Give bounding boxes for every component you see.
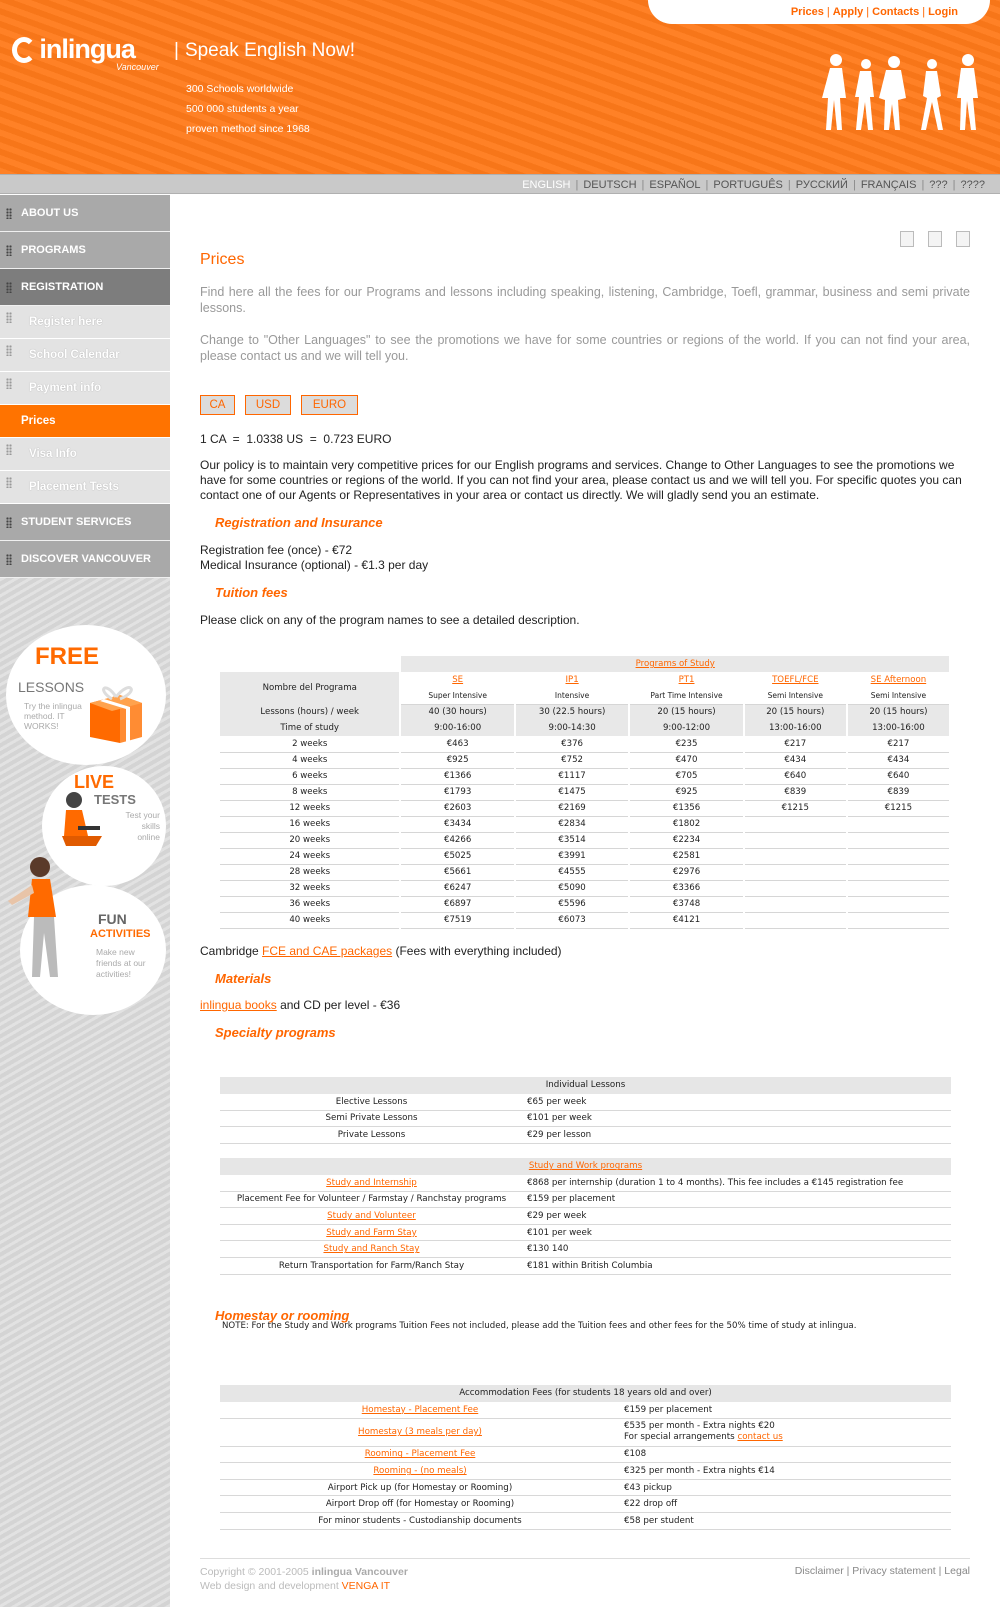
weeks-cell: 40 weeks [220, 912, 400, 928]
materials-price: and CD per level - €36 [280, 998, 401, 1012]
price-cell: €7519 [400, 912, 514, 928]
fee-item-name: Airport Pick up (for Homestay or Rooming) [327, 1482, 513, 1493]
price-cell: €1793 [400, 784, 514, 800]
price-cell: €705 [629, 768, 743, 784]
language-bar: ENGLISH | DEUTSCH | ESPAÑOL | PORTUGUÊS | РУССКИЙ | FRANÇAIS | ??? | ???? [0, 174, 1000, 194]
nav-payment-info[interactable] [0, 372, 170, 405]
tuition-row [220, 768, 950, 784]
grip-icon [6, 345, 12, 356]
fee-price: €868 per internship (duration 1 to 4 months). This fee includes a €145 registration fee [527, 1177, 904, 1188]
price-cell: €839 [847, 784, 950, 800]
slogan-text: Speak English Now! [184, 40, 355, 61]
nav-placement-tests[interactable] [0, 471, 170, 504]
tuition-row [220, 896, 950, 912]
nav-visa-info-label: Visa Info [29, 448, 77, 460]
price-cell: €217 [847, 736, 950, 752]
tuition-row [220, 832, 950, 848]
tuition-row [220, 784, 950, 800]
price-cell: €463 [400, 736, 514, 752]
nav-about-us[interactable] [0, 195, 170, 232]
nav-student-services[interactable] [0, 504, 170, 541]
price-cell: €470 [629, 752, 743, 768]
price-cell: €3434 [400, 816, 514, 832]
promo-free-sub: LESSONS [18, 679, 85, 695]
fee-row [220, 1446, 951, 1463]
nav-school-calendar[interactable] [0, 339, 170, 372]
fee-price: €29 per lesson [527, 1130, 592, 1141]
slogan: | Speak English Now! [174, 40, 355, 61]
tuition-instructions: Please click on any of the program names to see a detailed description. [200, 613, 580, 627]
price-cell [744, 864, 847, 880]
fee-row [220, 1110, 951, 1127]
cambridge-prefix: Cambridge [200, 944, 259, 958]
logo-mark-icon [12, 37, 36, 63]
fee-price: €29 per week [527, 1211, 587, 1222]
fee-item-link[interactable]: Study and Volunteer [327, 1211, 416, 1222]
program-link-pt1[interactable]: PT1 [678, 675, 695, 685]
price-cell: €3514 [515, 832, 629, 848]
currency-euro-button[interactable]: EURO [301, 395, 358, 415]
accommodation-table [220, 1385, 951, 1530]
medical-insurance: Medical Insurance (optional) - €1.3 per day [200, 558, 429, 572]
lang-english[interactable]: ENGLISH [522, 179, 571, 191]
weeks-cell: 20 weeks [220, 832, 400, 848]
price-cell: €1215 [744, 800, 847, 816]
fee-row [220, 1224, 951, 1241]
weeks-cell: 16 weeks [220, 816, 400, 832]
nav-register-here[interactable] [0, 306, 170, 339]
nav-programs-label: PROGRAMS [21, 244, 86, 256]
currency-usd-button[interactable]: USD [245, 395, 291, 415]
time-value: 9:00-14:30 [515, 720, 629, 736]
promo-free-lessons[interactable] [6, 625, 166, 765]
fee-item-name: Placement Fee for Volunteer / Farmstay / Ranchstay programs [236, 1194, 507, 1205]
registration-fee: Registration fee (once) - €72 [200, 543, 353, 557]
price-cell: €5025 [400, 848, 514, 864]
accommodation-header: Accommodation Fees (for students 18 years old and over) [220, 1385, 951, 1402]
nav-programs[interactable] [0, 232, 170, 269]
price-cell [847, 816, 950, 832]
nav-registration[interactable] [0, 269, 170, 306]
price-cell: €1356 [629, 800, 743, 816]
fee-item-name: Elective Lessons [335, 1096, 408, 1107]
program-type: Part Time Intensive [629, 688, 743, 704]
tuition-table [220, 656, 951, 929]
lang-other-2[interactable]: ???? [960, 179, 985, 191]
sidebar [0, 195, 170, 1607]
price-cell: €1215 [847, 800, 950, 816]
registration-heading: Registration and Insurance [215, 515, 383, 530]
grip-icon [6, 245, 12, 256]
weeks-cell: 2 weeks [220, 736, 400, 752]
top-link-apply[interactable]: Apply [832, 6, 864, 18]
fee-row [220, 1402, 951, 1419]
lessons-value: 20 (15 hours) [629, 704, 743, 720]
price-cell: €434 [744, 752, 847, 768]
top-link-prices[interactable]: Prices [790, 6, 824, 18]
currency-ca-button[interactable]: CA [200, 395, 235, 415]
tuition-heading: Tuition fees [215, 585, 288, 600]
weeks-cell: 32 weeks [220, 880, 400, 896]
study-work-table [220, 1158, 951, 1275]
program-link-se[interactable]: SE [452, 675, 464, 685]
grip-icon [6, 554, 12, 565]
time-value: 13:00-16:00 [847, 720, 950, 736]
promo-live-title: LIVE [74, 772, 115, 792]
lessons-value: 20 (15 hours) [744, 704, 847, 720]
legal-links: Disclaimer | Privacy statement | Legal [794, 1565, 970, 1577]
fee-row [220, 1191, 951, 1208]
time-value: 13:00-16:00 [744, 720, 847, 736]
top-link-contacts[interactable]: Contacts [872, 6, 920, 18]
price-cell: €5090 [515, 880, 629, 896]
fee-item-link[interactable]: Study and Internship [326, 1177, 417, 1188]
price-cell: €2834 [515, 816, 629, 832]
fee-extra-text: For special arrangements [624, 1432, 735, 1443]
price-cell: €4555 [515, 864, 629, 880]
fee-price: €108 [624, 1449, 647, 1460]
fee-item-link[interactable]: Rooming - (no meals) [373, 1466, 467, 1477]
nav-discover-vancouver[interactable] [0, 541, 170, 578]
fee-price: €43 pickup [624, 1482, 672, 1493]
pricing-policy: Our policy is to maintain very competitive prices for our English programs and services. Change to Other Languages to see the promotions we have for some countries or regions of the world. If you can not find your area, please contact us and we will tell you. For specific quotes you can contact one of our Agents or Representatives in your area or contact us directly. We will gladly send you an estimate. [200, 458, 962, 502]
fee-item-link[interactable]: Rooming - Placement Fee [364, 1449, 476, 1460]
grip-icon [6, 208, 12, 219]
fee-price: €65 per week [527, 1096, 587, 1107]
fee-price: €58 per student [624, 1515, 694, 1526]
fee-row [220, 1241, 951, 1258]
fee-item-name: Semi Private Lessons [325, 1113, 418, 1124]
fee-row [220, 1175, 951, 1192]
price-cell: €2234 [629, 832, 743, 848]
individual-lessons-table [220, 1077, 951, 1144]
cambridge-line [200, 944, 562, 959]
price-cell [847, 880, 950, 896]
lang-francais[interactable]: FRANÇAIS [860, 179, 917, 191]
price-cell: €6897 [400, 896, 514, 912]
nav-about-us-label: ABOUT US [21, 207, 79, 219]
grip-icon [6, 517, 12, 528]
price-cell: €376 [515, 736, 629, 752]
fee-price: €181 within British Columbia [527, 1260, 653, 1271]
inlingua-books-link[interactable]: inlingua books [200, 998, 277, 1012]
study-work-note: NOTE: For the Study and Work programs Tuition Fees not included, please add the Tuition fees and other fees for the 50% time of study at inlingua. [222, 1321, 857, 1331]
promo-free-text: Try the inlingua method. IT WORKS! [24, 701, 82, 731]
cambridge-suffix: (Fees with everything included) [395, 944, 562, 958]
fee-price: €101 per week [527, 1113, 592, 1124]
design-prefix: Web design and development [200, 1580, 339, 1592]
tuition-row [220, 752, 950, 768]
nav-register-here-label: Register here [29, 316, 103, 328]
price-cell [744, 832, 847, 848]
weeks-cell: 24 weeks [220, 848, 400, 864]
fee-row [220, 1496, 951, 1513]
time-label: Time of study [220, 720, 400, 736]
contact-us-link[interactable]: contact us [737, 1432, 783, 1443]
fee-price: €535 per month - Extra nights €20 [624, 1421, 775, 1432]
price-cell [847, 848, 950, 864]
price-cell: €235 [629, 736, 743, 752]
fee-item-link[interactable]: Study and Ranch Stay [323, 1244, 420, 1255]
lang-other-1[interactable]: ??? [929, 179, 948, 191]
price-cell: €4121 [629, 912, 743, 928]
footer-divider [200, 1558, 970, 1559]
nav-prices-label: Prices [21, 415, 56, 427]
price-cell [744, 912, 847, 928]
time-value: 9:00-16:00 [400, 720, 514, 736]
study-work-header-link[interactable]: Study and Work programs [528, 1161, 643, 1172]
walking-people-icon [814, 50, 994, 140]
program-type: Super Intensive [400, 688, 514, 704]
program-link-toefl-fce[interactable]: TOEFL/FCE [772, 675, 819, 685]
programs-of-study-link[interactable]: Programs of Study [635, 659, 715, 669]
fee-item-link[interactable]: Study and Farm Stay [326, 1227, 417, 1238]
page-tools [886, 231, 970, 250]
price-cell [847, 912, 950, 928]
fee-extra [624, 1432, 947, 1443]
tuition-row [220, 800, 950, 816]
weeks-cell: 8 weeks [220, 784, 400, 800]
lang-deutsch[interactable]: DEUTSCH [583, 179, 637, 191]
fact-students: 500 000 students a year [186, 103, 299, 115]
price-cell: €3366 [629, 880, 743, 896]
logo-text: inlingua [39, 34, 135, 64]
price-cell: €1802 [629, 816, 743, 832]
header-facts [186, 79, 310, 139]
fact-schools: 300 Schools worldwide [186, 83, 294, 95]
tuition-row [220, 736, 950, 752]
price-cell: €3748 [629, 896, 743, 912]
price-cell: €5596 [515, 896, 629, 912]
nav-payment-info-label: Payment info [29, 382, 102, 394]
lang-portugues[interactable]: PORTUGUÊS [713, 179, 783, 191]
disclaimer-link[interactable]: Disclaimer [794, 1565, 844, 1577]
top-link-login[interactable]: Login [928, 6, 958, 18]
price-cell: €2581 [629, 848, 743, 864]
nav-discover-vancouver-label: DISCOVER VANCOUVER [21, 553, 151, 565]
price-cell [744, 848, 847, 864]
grip-icon [6, 312, 12, 323]
fee-row [220, 1127, 951, 1144]
time-value: 9:00-12:00 [629, 720, 743, 736]
privacy-link[interactable]: Privacy statement [852, 1565, 936, 1577]
fee-row [220, 1094, 951, 1111]
program-link-se-afternoon[interactable]: SE Afternoon [870, 675, 927, 685]
gift-box-icon [86, 675, 146, 745]
price-cell: €839 [744, 784, 847, 800]
specialty-heading: Specialty programs [215, 1025, 336, 1040]
weeks-cell: 12 weeks [220, 800, 400, 816]
tuition-row [220, 880, 950, 896]
logo-city: Vancouver [116, 62, 159, 72]
lessons-value: 40 (30 hours) [400, 704, 514, 720]
homestay-heading: Homestay or rooming [215, 1308, 350, 1323]
fee-row [220, 1479, 951, 1496]
lessons-value: 30 (22.5 hours) [515, 704, 629, 720]
nav-prices[interactable] [0, 405, 170, 438]
copyright [200, 1565, 408, 1593]
tuition-row [220, 816, 950, 832]
legal-link[interactable]: Legal [944, 1565, 970, 1577]
price-cell [847, 864, 950, 880]
nav-registration-label: REGISTRATION [21, 281, 104, 293]
price-cell: €752 [515, 752, 629, 768]
promo-free-title: FREE [35, 643, 100, 670]
fee-row [220, 1463, 951, 1480]
lang-russian[interactable]: РУССКИЙ [795, 179, 848, 191]
individual-lessons-header: Individual Lessons [220, 1077, 951, 1094]
weeks-cell: 28 weeks [220, 864, 400, 880]
fee-row [220, 1258, 951, 1275]
document-icon[interactable] [900, 231, 914, 247]
promo-fun-activities[interactable] [20, 885, 166, 1015]
price-cell: €1117 [515, 768, 629, 784]
materials-line [200, 998, 400, 1013]
copyright-prefix: Copyright © 2001-2005 [200, 1566, 309, 1578]
top-links: Prices | Apply | Contacts | Login [648, 0, 990, 24]
price-cell: €6073 [515, 912, 629, 928]
program-type: Intensive [515, 688, 629, 704]
fee-row [220, 1513, 951, 1530]
grip-icon [6, 477, 12, 488]
fee-row [220, 1418, 951, 1446]
print-icon[interactable] [928, 231, 942, 247]
lang-espanol[interactable]: ESPAÑOL [649, 179, 701, 191]
email-page-icon[interactable] [956, 231, 970, 247]
price-cell: €925 [629, 784, 743, 800]
fee-item-name: Airport Drop off (for Homestay or Rooming) [325, 1499, 515, 1510]
copyright-name: inlingua Vancouver [311, 1566, 408, 1578]
fee-item-link[interactable]: Homestay (3 meals per day) [358, 1427, 482, 1438]
promo-live-sub: TESTS [94, 792, 136, 807]
currency-switcher [200, 395, 368, 415]
price-cell: €2169 [515, 800, 629, 816]
cambridge-packages-link[interactable]: FCE and CAE packages [262, 944, 393, 958]
program-link-ip1[interactable]: IP1 [565, 675, 579, 685]
price-cell: €1475 [515, 784, 629, 800]
fee-price: €101 per week [527, 1227, 592, 1238]
girl-jumping-icon [4, 845, 84, 995]
fee-item-name: Return Transportation for Farm/Ranch Stay [278, 1260, 465, 1271]
price-cell: €434 [847, 752, 950, 768]
weeks-cell: 4 weeks [220, 752, 400, 768]
fee-item-name: Private Lessons [337, 1130, 406, 1141]
fact-method: proven method since 1968 [186, 123, 310, 135]
price-cell [744, 816, 847, 832]
nav-student-services-label: STUDENT SERVICES [21, 516, 132, 528]
price-cell: €3991 [515, 848, 629, 864]
site-header [0, 0, 1000, 174]
promo-fun-text: Make new friends at our activities! [96, 947, 146, 979]
price-cell [847, 832, 950, 848]
page-title: Prices [200, 251, 245, 268]
price-cell: €217 [744, 736, 847, 752]
weeks-cell: 6 weeks [220, 768, 400, 784]
fee-price: €22 drop off [624, 1499, 678, 1510]
price-cell: €5661 [400, 864, 514, 880]
tuition-row [220, 864, 950, 880]
promo-fun-sub: ACTIVITIES [90, 928, 151, 940]
price-cell: €640 [847, 768, 950, 784]
grip-icon [6, 444, 12, 455]
fee-price: €130 140 [527, 1244, 569, 1255]
fee-item-link[interactable]: Homestay - Placement Fee [361, 1404, 479, 1415]
promo-live-text: Test your skills online [125, 810, 160, 842]
fee-price: €159 per placement [527, 1194, 616, 1205]
materials-heading: Materials [215, 971, 272, 986]
program-type: Semi Intensive [744, 688, 847, 704]
price-cell: €2976 [629, 864, 743, 880]
tuition-row [220, 912, 950, 928]
lessons-value: 20 (15 hours) [847, 704, 950, 720]
price-cell: €4266 [400, 832, 514, 848]
lessons-label: Lessons (hours) / week [220, 704, 400, 720]
venga-it-link[interactable]: VENGA IT [341, 1580, 391, 1592]
program-type: Semi Intensive [847, 688, 950, 704]
price-cell [847, 896, 950, 912]
price-cell: €925 [400, 752, 514, 768]
intro-fees: Find here all the fees for our Programs and lessons including speaking, listening, Cambridge, Toefl, grammar, business and semi private lessons. [200, 285, 970, 315]
grip-icon [6, 282, 12, 293]
promo-fun-title: FUN [98, 911, 127, 927]
price-cell [744, 896, 847, 912]
intro-languages: Change to "Other Languages" to see the promotions we have for some countries or regions of the world. If you can not find your area, please contact us and we will tell you. [200, 333, 970, 363]
exchange-rate: 1 CA = 1.0338 US = 0.723 EURO [200, 432, 392, 446]
nav-placement-tests-label: Placement Tests [29, 481, 119, 493]
fee-item-name: For minor students - Custodianship documents [318, 1515, 522, 1526]
weeks-cell: 36 weeks [220, 896, 400, 912]
program-name-header: Nombre del Programa [220, 672, 400, 704]
nav-school-calendar-label: School Calendar [29, 349, 120, 361]
price-cell: €640 [744, 768, 847, 784]
logo[interactable] [12, 34, 159, 72]
tuition-row [220, 848, 950, 864]
price-cell: €1366 [400, 768, 514, 784]
fee-row [220, 1208, 951, 1225]
fee-price: €159 per placement [624, 1404, 713, 1415]
grip-icon [6, 378, 12, 389]
price-cell: €2603 [400, 800, 514, 816]
price-cell: €6247 [400, 880, 514, 896]
price-cell [744, 880, 847, 896]
fee-price: €325 per month - Extra nights €14 [624, 1466, 775, 1477]
nav-visa-info[interactable] [0, 438, 170, 471]
